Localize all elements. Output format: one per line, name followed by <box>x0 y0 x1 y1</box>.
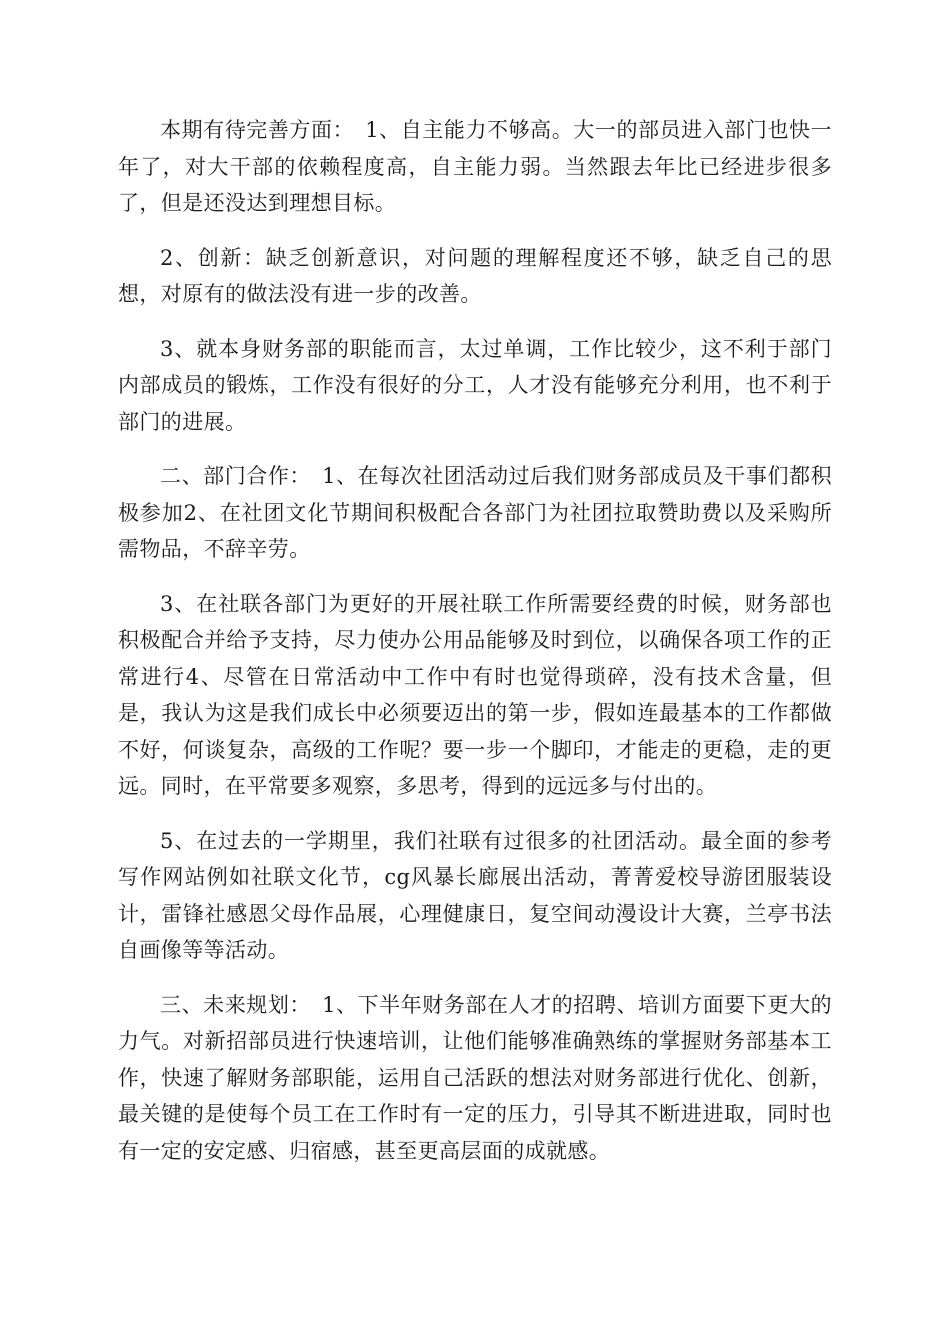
paragraph-6: 5、在过去的一学期里，我们社联有过很多的社团活动。最全面的参考写作网站例如社联文化节，cg风暴长廊展出活动，菁菁爱校导游团服装设计，雷锋社感恩父母作品展，心理健康日，复空间动漫设计大赛，兰亭书法自画像等等活动。 <box>118 828 832 962</box>
paragraph-2: 2、创新：缺乏创新意识，对问题的理解程度还不够，缺乏自己的思想，对原有的做法没有进一步的改善。 <box>118 245 832 306</box>
paragraph-4: 二、部门合作： 1、在每次社团活动过后我们财务部成员及干事们都积极参加2、在社团文化节期间积极配合各部门为社团拉取赞助费以及采购所需物品，不辞辛劳。 <box>118 464 832 561</box>
paragraph-5: 3、在社联各部门为更好的开展社联工作所需要经费的时候，财务部也积极配合并给予支持，尽力使办公用品能够及时到位，以确保各项工作的正常进行4、尽管在日常活动中工作中有时也觉得琐碎，没有技术含量，但是，我认为这是我们成长中必须要迈出的第一步，假如连最基本的工作都做不好，何谈复杂，高级的工作呢？要一步一个脚印，才能走的更稳，走的更远。同时，在平常要多观察，多思考，得到的远远多与付出的。 <box>118 591 832 798</box>
paragraph-7: 三、未来规划： 1、下半年财务部在人才的招聘、培训方面要下更大的力气。对新招部员进行快速培训，让他们能够准确熟练的掌握财务部基本工作，快速了解财务部职能，运用自己活跃的想法对财务部进行优化、创新，最关键的是使每个员工在工作时有一定的压力，引导其不断进进取，同时也有一定的安定感、归宿感，甚至更高层面的成就感。 <box>118 992 832 1163</box>
document-body <box>118 112 832 1187</box>
paragraph-1: 本期有待完善方面： 1、自主能力不够高。大一的部员进入部门也快一年了，对大干部的依赖程度高，自主能力弱。当然跟去年比已经进步很多了，但是还没达到理想目标。 <box>118 118 832 215</box>
paragraph-3: 3、就本身财务部的职能而言，太过单调，工作比较少，这不利于部门内部成员的锻炼，工作没有很好的分工，人才没有能够充分利用，也不利于部门的进展。 <box>118 336 832 434</box>
